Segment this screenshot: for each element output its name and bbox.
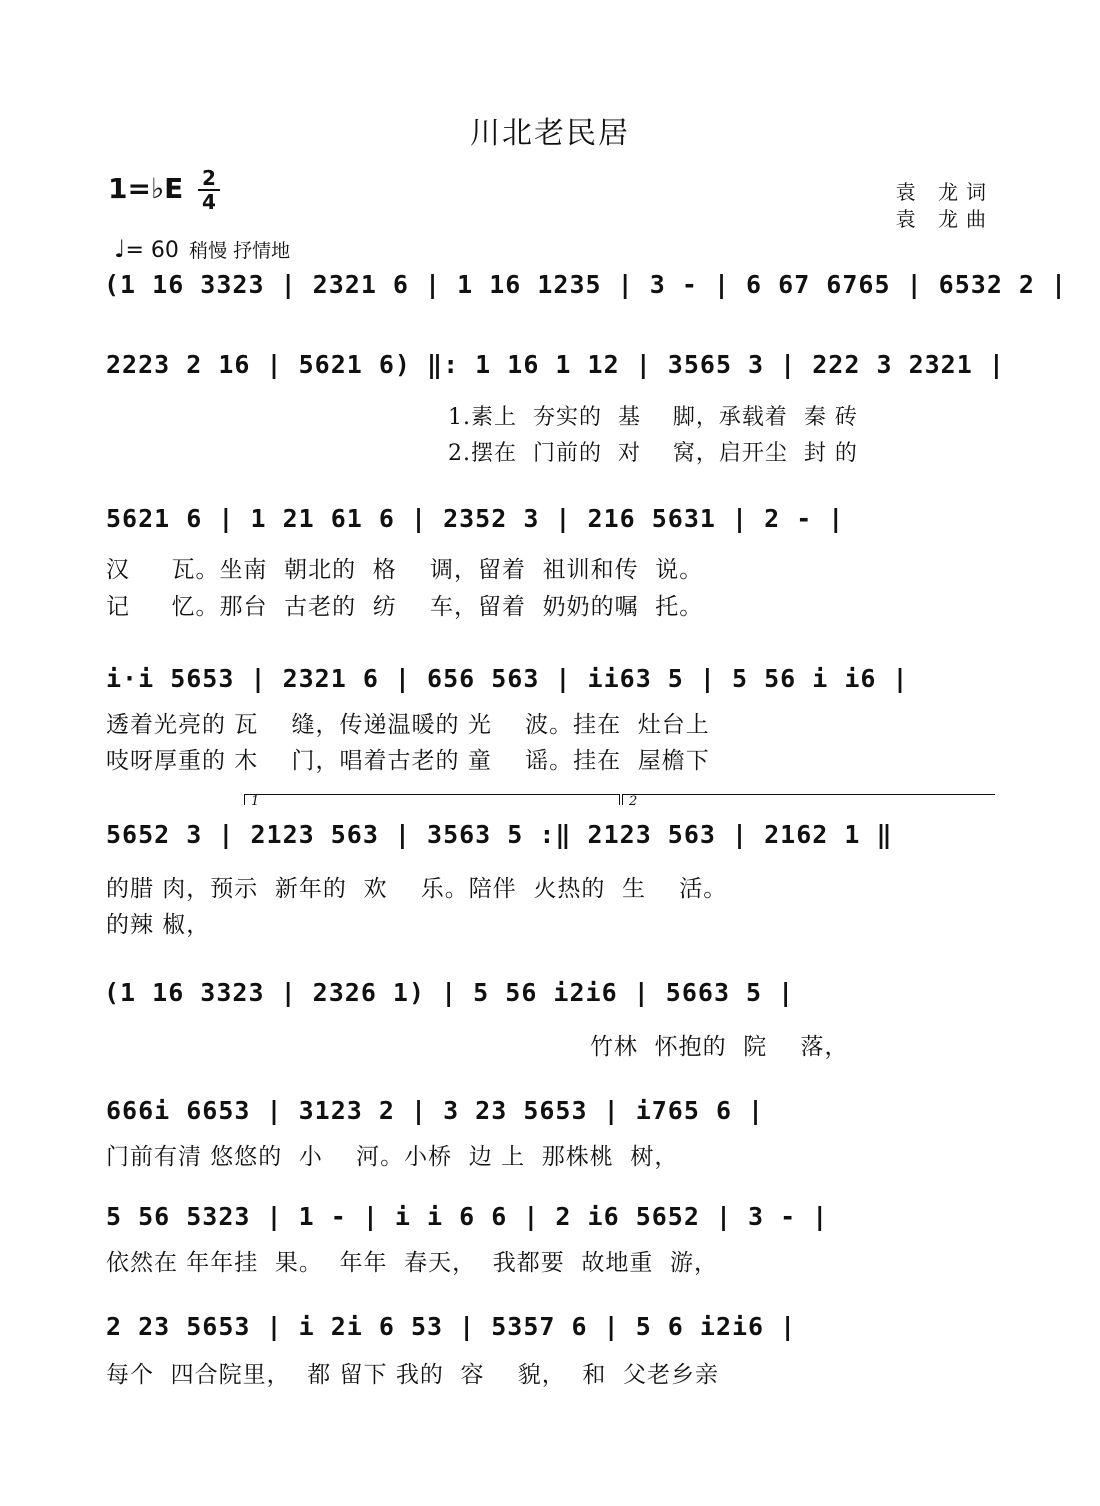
lyric-line-4-verse-2: 吱呀厚重的 木 门，唱着古老的 童 谣。挂在 屋檐下 [106, 748, 710, 774]
first-ending-number: 1 [251, 794, 260, 809]
quarter-note-icon: ♩ [114, 235, 126, 263]
lyricist-credit: 袁 龙词 [895, 180, 994, 204]
notation-line-2: 2223 2 16 | 5621 6) ‖: 1 16 1 12 | 3565 3 | 222 3 2321 | [106, 350, 1005, 379]
first-ending-bracket [244, 794, 620, 809]
lyric-line-9: 每个 四合院里， 都 留下 我的 容 貌， 和 父老乡亲 [106, 1362, 719, 1388]
time-signature [198, 168, 220, 212]
lyric-line-3-verse-2: 记 忆。那台 古老的 纺 车，留着 奶奶的嘱 托。 [106, 594, 704, 620]
notation-line-4: i·i 5653 | 2321 6 | 656 563 | ii63 5 | 5 56 i i6 | [106, 664, 909, 693]
notation-line-6: (1 16 3323 | 2326 1) | 5 56 i2i6 | 5663 5 | [104, 978, 795, 1007]
notation-line-7: 666i 6653 | 3123 2 | 3 23 5653 | i765 6 | [106, 1096, 765, 1125]
tempo-value: = 60 [125, 238, 179, 263]
second-ending-bracket [622, 794, 995, 809]
second-ending-number: 2 [629, 794, 638, 809]
lyric-line-2-verse-1: 1.素上 夯实的 基 脚，承载着 秦 砖 [448, 405, 858, 430]
lyric-line-5-verse-1: 的腊 肉，预示 新年的 欢 乐。陪伴 火热的 生 活。 [106, 876, 728, 902]
lyric-line-5-verse-2: 的辣 椒， [106, 912, 211, 938]
time-signature-top: 2 [202, 166, 216, 190]
lyric-line-7: 门前有清 悠悠的 小 河。小桥 边 上 那株桃 树， [106, 1144, 679, 1170]
notation-line-1: (1 16 3323 | 2321 6 | 1 16 1235 | 3 - | 6 67 6765 | 6532 2 | [104, 270, 1068, 299]
notation-line-3: 5621 6 | 1 21 61 6 | 2352 3 | 216 5631 | 2 - | [106, 504, 845, 533]
lyric-line-4-verse-1: 透着光亮的 瓦 缝，传递温暖的 光 波。挂在 灶台上 [106, 712, 710, 738]
time-signature-bottom: 4 [202, 190, 216, 214]
lyric-line-6: 竹林 怀抱的 院 落， [590, 1034, 849, 1060]
lyric-line-2-verse-2: 2.摆在 门前的 对 窝，启开尘 封 的 [448, 441, 858, 466]
tempo-marking [104, 216, 290, 263]
lyric-line-3-verse-1: 汉 瓦。坐南 朝北的 格 调，留着 祖训和传 说。 [106, 557, 704, 583]
notation-line-8: 5 56 5323 | 1 - | i i 6 6 | 2 i6 5652 | 3 - | [106, 1202, 829, 1231]
notation-line-9: 2 23 5653 | i 2i 6 53 | 5357 6 | 5 6 i2i6 | [106, 1312, 797, 1341]
song-title: 川北老民居 [470, 116, 630, 151]
composer-credit: 袁 龙曲 [895, 207, 994, 231]
lyric-line-8: 依然在 年年挂 果。 年年 春天， 我都要 故地重 游， [106, 1250, 719, 1276]
notation-line-5: 5652 3 | 2123 563 | 3563 5 :‖ 2123 563 | 2162 1 ‖ [106, 820, 893, 849]
key-signature: 1=♭E [108, 172, 184, 205]
tempo-expression: 稍慢 抒情地 [189, 240, 291, 262]
